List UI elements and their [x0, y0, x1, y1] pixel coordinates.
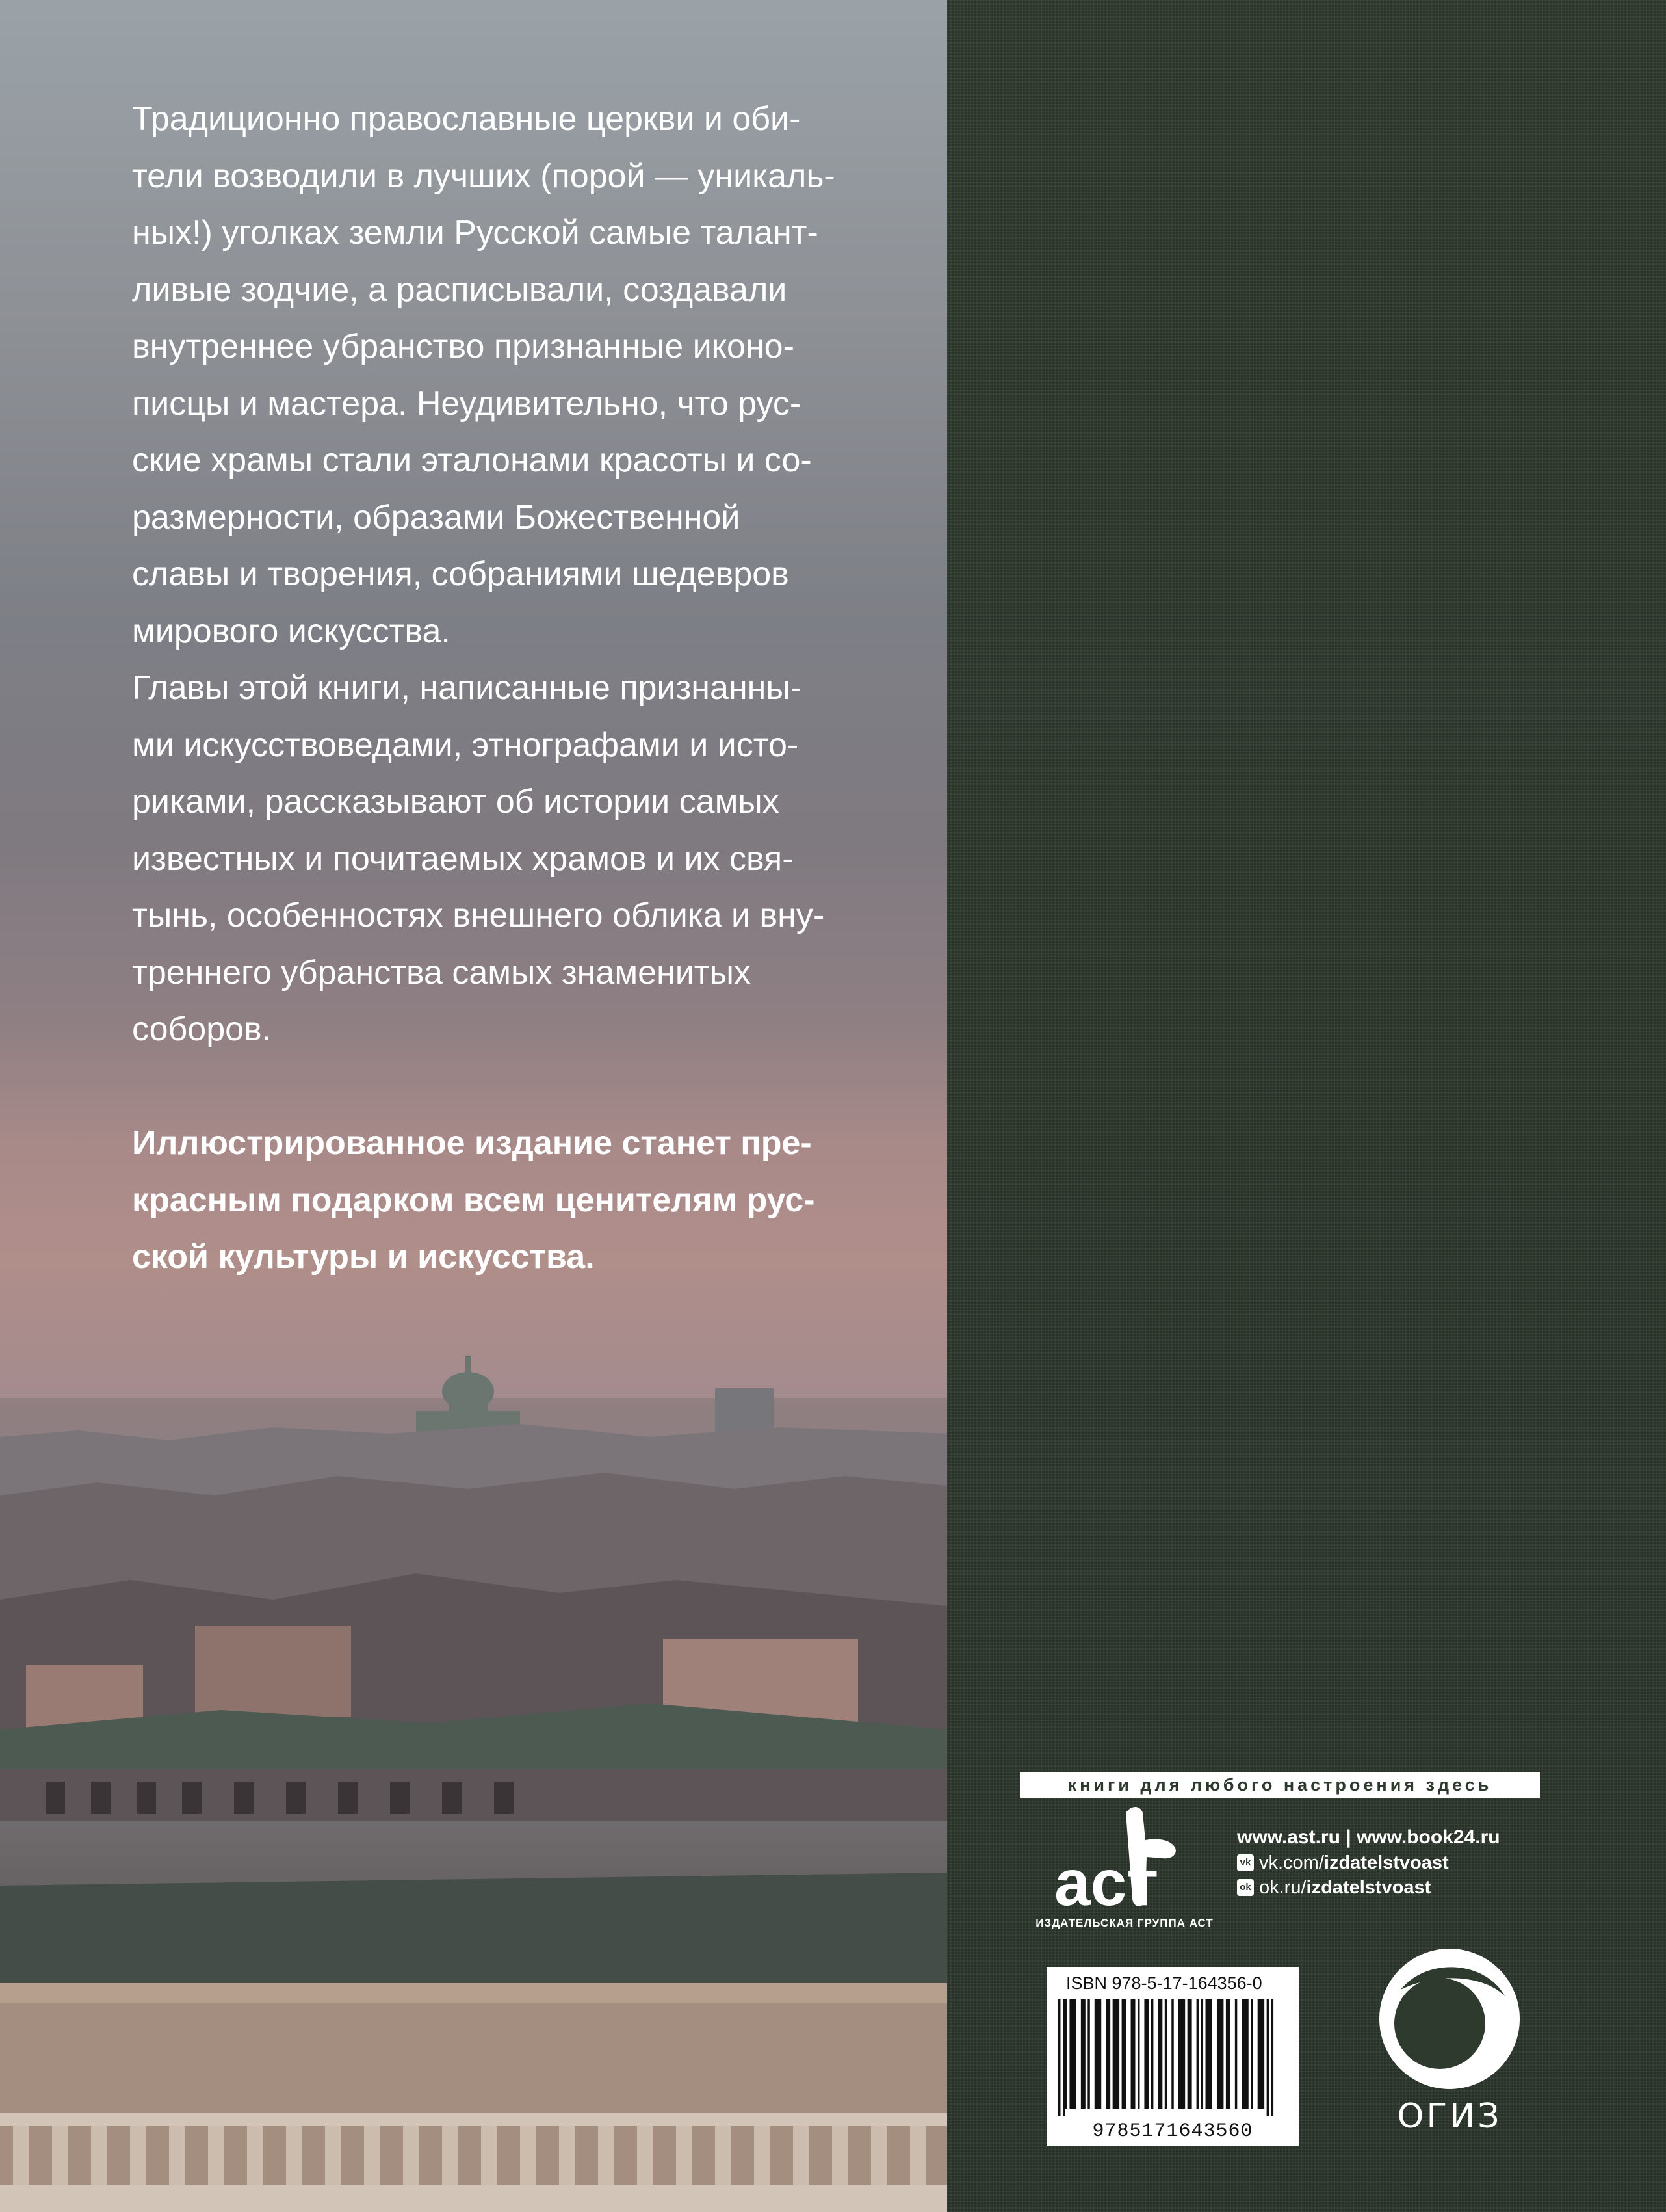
vk-icon: vk [1237, 1854, 1254, 1871]
publisher-links [1237, 1824, 1500, 1900]
text-line: ские храмы стали эталонами красоты и со- [132, 441, 812, 479]
barcode-bar [1151, 1999, 1153, 2109]
highlight-line: красным подарком всем ценителям рус- [132, 1181, 815, 1219]
ast-logo-text: аст [1054, 1847, 1159, 1919]
barcode-bar [1188, 1999, 1192, 2109]
barcode-bar [1165, 1999, 1167, 2109]
vk-link[interactable] [1237, 1850, 1500, 1875]
text-line: ливые зодчие, а расписывали, создавали [132, 270, 787, 309]
highlight-line: ской культуры и искусства. [132, 1238, 595, 1276]
barcode-bar [1178, 1999, 1185, 2109]
barcode-bar [1144, 1999, 1149, 2109]
barcode-bar [1065, 1999, 1067, 2109]
barcode-bar [1158, 1999, 1162, 2109]
paragraph-gap [132, 1059, 886, 1116]
ok-link[interactable] [1237, 1875, 1500, 1900]
text-line: Традиционно православные церкви и оби- [132, 100, 801, 138]
text-line: треннего убранства самых знаменитых [132, 953, 751, 992]
vk-handle: izdatelstvoast [1323, 1852, 1449, 1873]
barcode-bar [1058, 1999, 1060, 2116]
text-line: ми искусствоведами, этнографами и исто- [132, 726, 799, 764]
isbn-number: ISBN 978-5-17-164356-0 [1066, 1973, 1262, 1993]
barcode-bar [1063, 1999, 1065, 2116]
description-text [132, 91, 886, 1286]
text-line: славы и творения, собраниями шедевров [132, 555, 789, 593]
barcode-bar [1087, 1999, 1089, 2109]
barcode-bar [1217, 1999, 1223, 2109]
barcode-bar [1271, 1999, 1273, 2116]
website-links[interactable]: www.ast.ru | www.book24.ru [1237, 1826, 1500, 1848]
vk-prefix: vk.com/ [1259, 1852, 1324, 1873]
highlight-line: Иллюстрированное издание станет пре- [132, 1124, 812, 1162]
barcode-bar [1131, 1999, 1136, 2109]
barcode-bar [1226, 1999, 1230, 2109]
text-line: размерности, образами Божественной [132, 498, 740, 536]
text-line: риками, рассказывают об истории самых [132, 783, 779, 821]
text-line: мирового искусства. [132, 612, 450, 650]
text-line: Главы этой книги, написанные признанны- [132, 669, 802, 707]
barcode-bar [1258, 1999, 1264, 2109]
text-line: внутреннее убранство признанные иконо- [132, 328, 794, 365]
ogiz-logo-icon [1375, 1944, 1524, 2094]
barcode-bars [1058, 1999, 1287, 2116]
barcode-bar [1081, 1999, 1086, 2109]
text-line: известных и почитаемых храмов и их свя- [132, 839, 794, 878]
barcode-bar [1206, 1999, 1212, 2109]
tagline-banner: книги для любого настроения здесь [1020, 1772, 1540, 1798]
barcode-bar [1235, 1999, 1237, 2109]
ast-logo-icon [1048, 1801, 1210, 1931]
text-line: соборов. [132, 1010, 272, 1048]
ok-icon: ok [1237, 1879, 1254, 1896]
barcode-bar [1197, 1999, 1199, 2109]
barcode-bar [1106, 1999, 1110, 2109]
ok-handle: izdatelstvoast [1306, 1877, 1431, 1898]
barcode-bar [1251, 1999, 1253, 2109]
text-line: ных!) уголках земли Русской самые талант- [132, 214, 818, 252]
publisher-caption: ИЗДАТЕЛЬСКАЯ ГРУППА АСТ [1035, 1917, 1214, 1929]
barcode-bar [1267, 1999, 1269, 2116]
ok-prefix: ok.ru/ [1259, 1877, 1307, 1898]
barcode-bar [1171, 1999, 1173, 2109]
text-line: писцы и мастера. Неудивительно, что рус- [132, 384, 801, 423]
ean-number: 9785171643560 [1092, 2120, 1253, 2142]
barcode-bar [1095, 1999, 1101, 2109]
barcode-bar [1201, 1999, 1203, 2109]
barcode-bar [1138, 1999, 1139, 2109]
text-line: тынь, особенностях внешнего облика и вну- [132, 897, 825, 934]
barcode-label [1047, 1967, 1299, 2146]
imprint-name: ОГИЗ [1397, 2097, 1502, 2136]
barcode-bar [1113, 1999, 1119, 2109]
barcode-bar [1122, 1999, 1126, 2109]
barcode-bar [1069, 1999, 1076, 2109]
text-line: тели возводили в лучших (порой — уникаль- [132, 157, 835, 195]
barcode-bar [1242, 1999, 1248, 2109]
